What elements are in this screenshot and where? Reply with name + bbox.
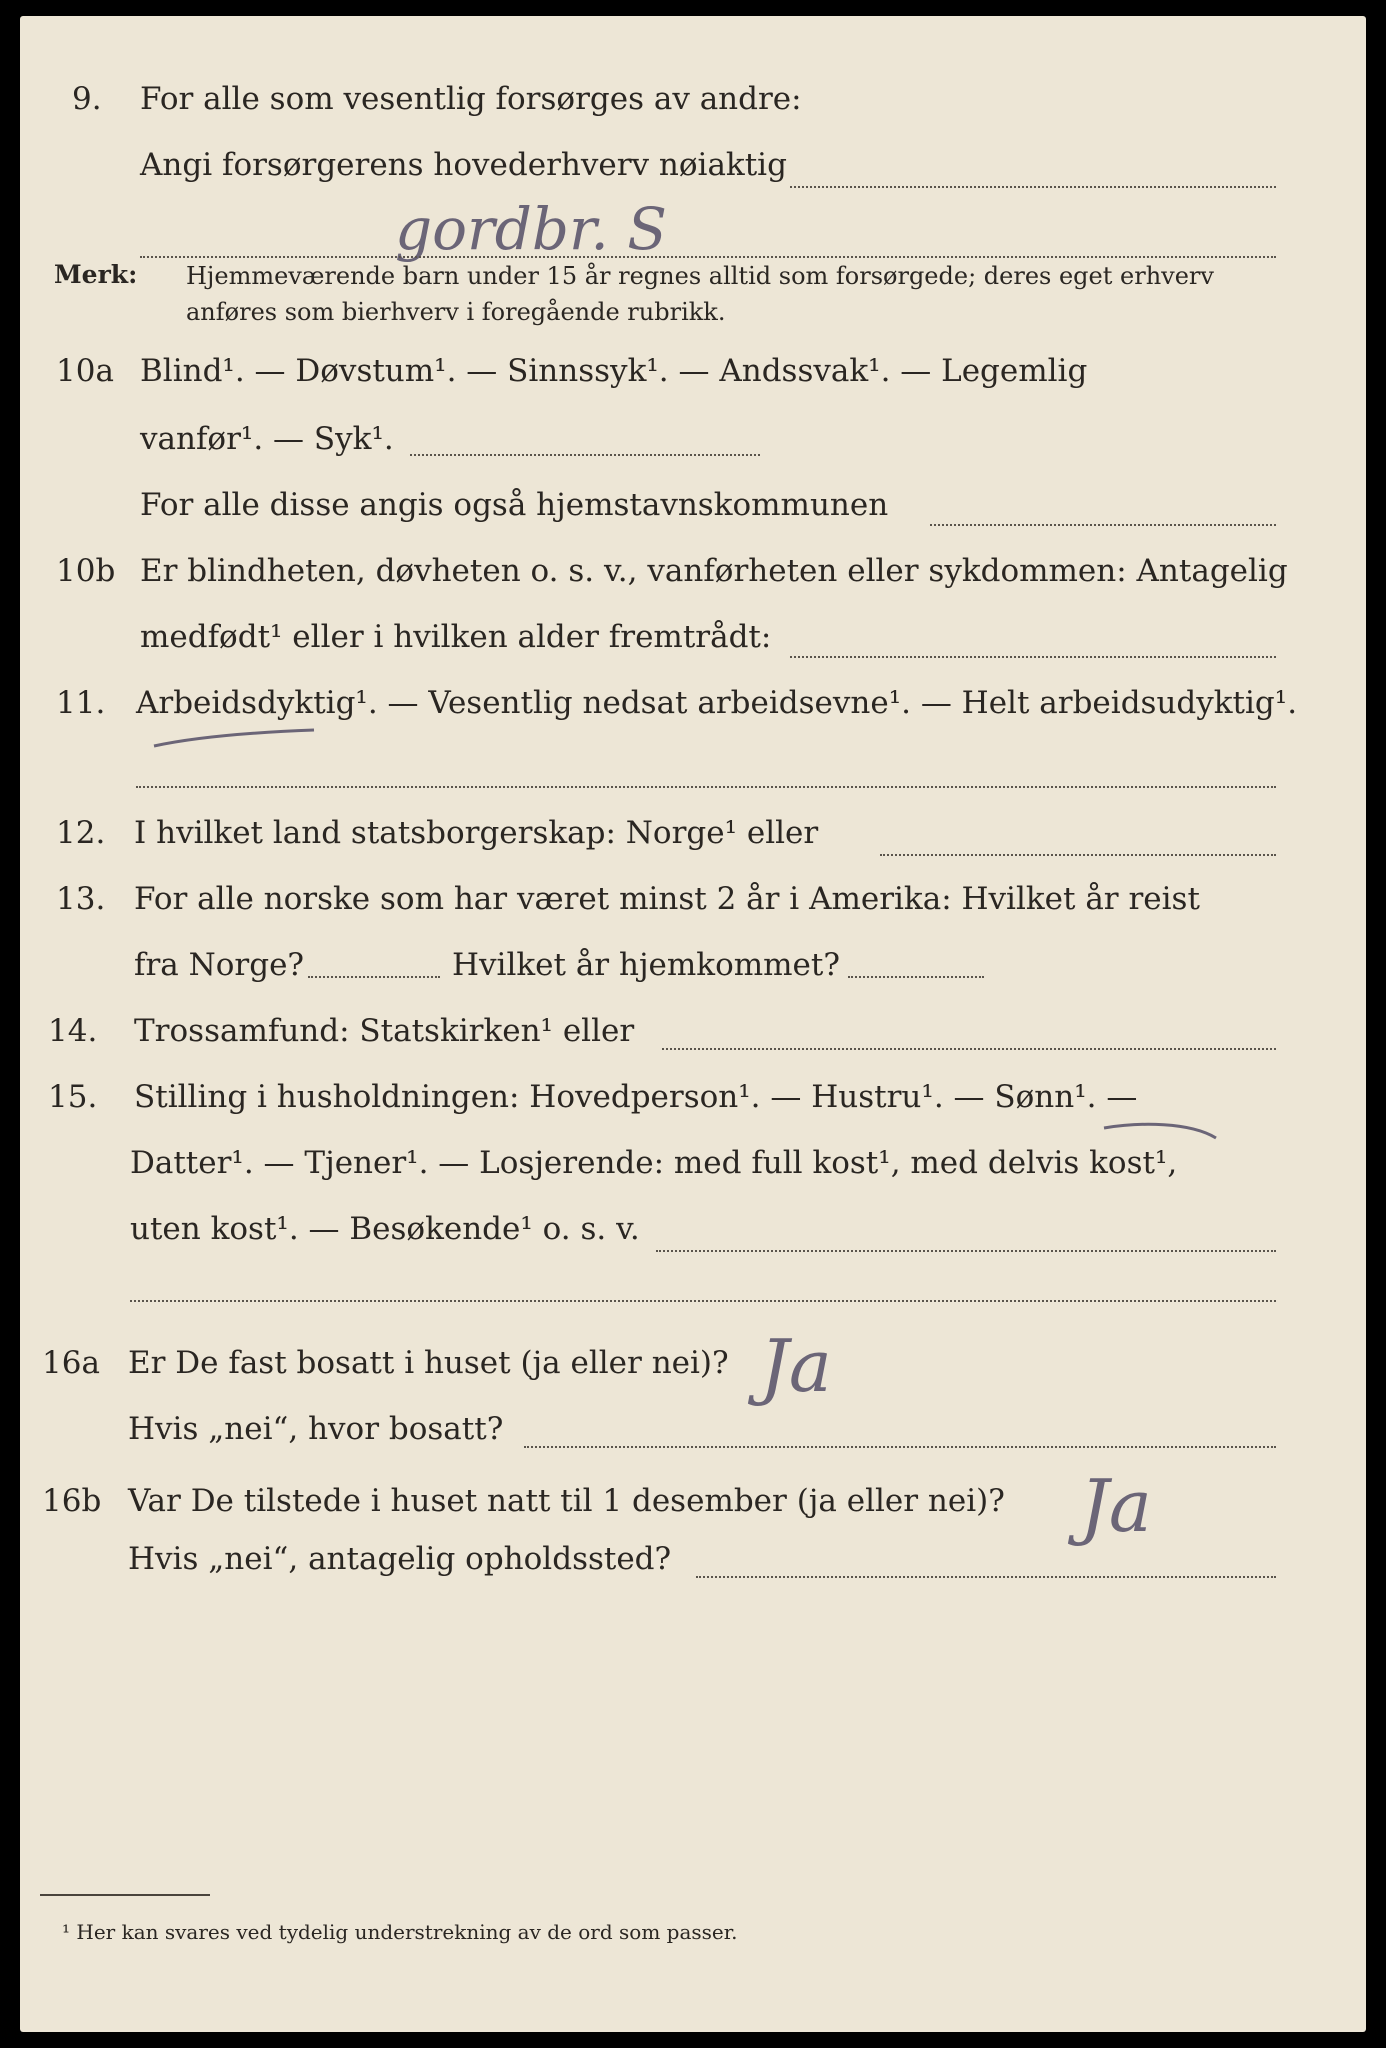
q11-line1: Arbeidsdyktig¹. — Vesentlig nedsat arbeidsevne¹. — Helt arbeidsudyktig¹. bbox=[136, 685, 1298, 721]
q11-dotted-line bbox=[136, 786, 1276, 788]
q10a-line3: For alle disse angis også hjemstavnskommunen bbox=[140, 487, 889, 523]
q12-dotted-line bbox=[880, 854, 1276, 856]
q9-line1: For alle som vesentlig forsørges av andre: bbox=[140, 81, 802, 117]
q9-number: 9. bbox=[72, 81, 102, 117]
q9-dotted-line bbox=[790, 186, 1276, 188]
q16b-line1: Var De tilstede i huset natt til 1 desember (ja eller nei)? bbox=[128, 1483, 1005, 1519]
q14-number: 14. bbox=[48, 1013, 98, 1049]
q10b-number: 10b bbox=[56, 553, 116, 589]
q13-line2b: Hvilket år hjemkommet? bbox=[452, 947, 840, 983]
q13-line2a: fra Norge? bbox=[134, 947, 305, 983]
q15-underline-mark bbox=[1100, 1118, 1220, 1148]
q14-line1: Trossamfund: Statskirken¹ eller bbox=[134, 1013, 635, 1049]
q16a-dotted-line bbox=[524, 1446, 1276, 1448]
q15-line3: uten kost¹. — Besøkende¹ o. s. v. bbox=[130, 1211, 640, 1247]
q9-line2: Angi forsørgerens hovederhverv nøiaktig bbox=[140, 147, 787, 183]
q16b-dotted-line bbox=[696, 1576, 1276, 1578]
q9-answer-line bbox=[140, 256, 1276, 258]
q14-dotted-line bbox=[662, 1048, 1276, 1050]
q16b-line2: Hvis „nei“, antagelig opholdssted? bbox=[128, 1541, 672, 1577]
q15-dotted-line bbox=[656, 1250, 1276, 1252]
q10a-line1: Blind¹. — Døvstum¹. — Sinnssyk¹. — Andssvak¹. — Legemlig bbox=[140, 353, 1088, 389]
q13-number: 13. bbox=[56, 881, 106, 917]
footnote-text: ¹ Her kan svares ved tydelig understrekning av de ord som passer. bbox=[62, 1920, 738, 1944]
q13-hjemkommet-line bbox=[848, 976, 984, 978]
q15-line2: Datter¹. — Tjener¹. — Losjerende: med full kost¹, med delvis kost¹, bbox=[130, 1145, 1178, 1181]
q10a-number: 10a bbox=[56, 353, 114, 389]
q10a-line2: vanfør¹. — Syk¹. bbox=[140, 421, 394, 457]
q15-number: 15. bbox=[48, 1079, 98, 1115]
merk-label: Merk: bbox=[54, 260, 138, 289]
q10b-line1: Er blindheten, døvheten o. s. v., vanførheten eller sykdommen: Antagelig bbox=[140, 553, 1288, 589]
q16a-number: 16a bbox=[42, 1345, 100, 1381]
q16a-line1: Er De fast bosatt i huset (ja eller nei)? bbox=[128, 1345, 729, 1381]
q10a-dotted-line bbox=[410, 454, 760, 456]
q16b-number: 16b bbox=[42, 1483, 102, 1519]
merk-line2: anføres som bierhverv i foregående rubrikk. bbox=[186, 298, 726, 326]
q16a-line2: Hvis „nei“, hvor bosatt? bbox=[128, 1411, 504, 1447]
q10b-line2: medfødt¹ eller i hvilken alder fremtrådt: bbox=[140, 619, 772, 655]
q15-answer-line bbox=[130, 1300, 1276, 1302]
q13-line1: For alle norske som har været minst 2 år i Amerika: Hvilket år reist bbox=[134, 881, 1200, 917]
q16a-handwritten-answer: Ja bbox=[760, 1324, 832, 1408]
q11-number: 11. bbox=[56, 685, 106, 721]
footnote-rule bbox=[40, 1894, 210, 1896]
q12-line1: I hvilket land statsborgerskap: Norge¹ eller bbox=[134, 815, 819, 851]
merk-line1: Hjemmeværende barn under 15 år regnes alltid som forsørgede; deres eget erhverv bbox=[186, 262, 1214, 290]
q10a-hjemstavn-line bbox=[930, 524, 1276, 526]
q15-line1: Stilling i husholdningen: Hovedperson¹. — Hustru¹. — Sønn¹. — bbox=[134, 1079, 1138, 1115]
q13-reist-line bbox=[308, 976, 440, 978]
q11-underline-mark bbox=[150, 724, 320, 754]
q9-handwritten-answer: gordbr. S bbox=[395, 195, 667, 263]
q10b-dotted-line bbox=[790, 656, 1276, 658]
q16b-handwritten-answer: Ja bbox=[1080, 1464, 1152, 1548]
q12-number: 12. bbox=[56, 815, 106, 851]
